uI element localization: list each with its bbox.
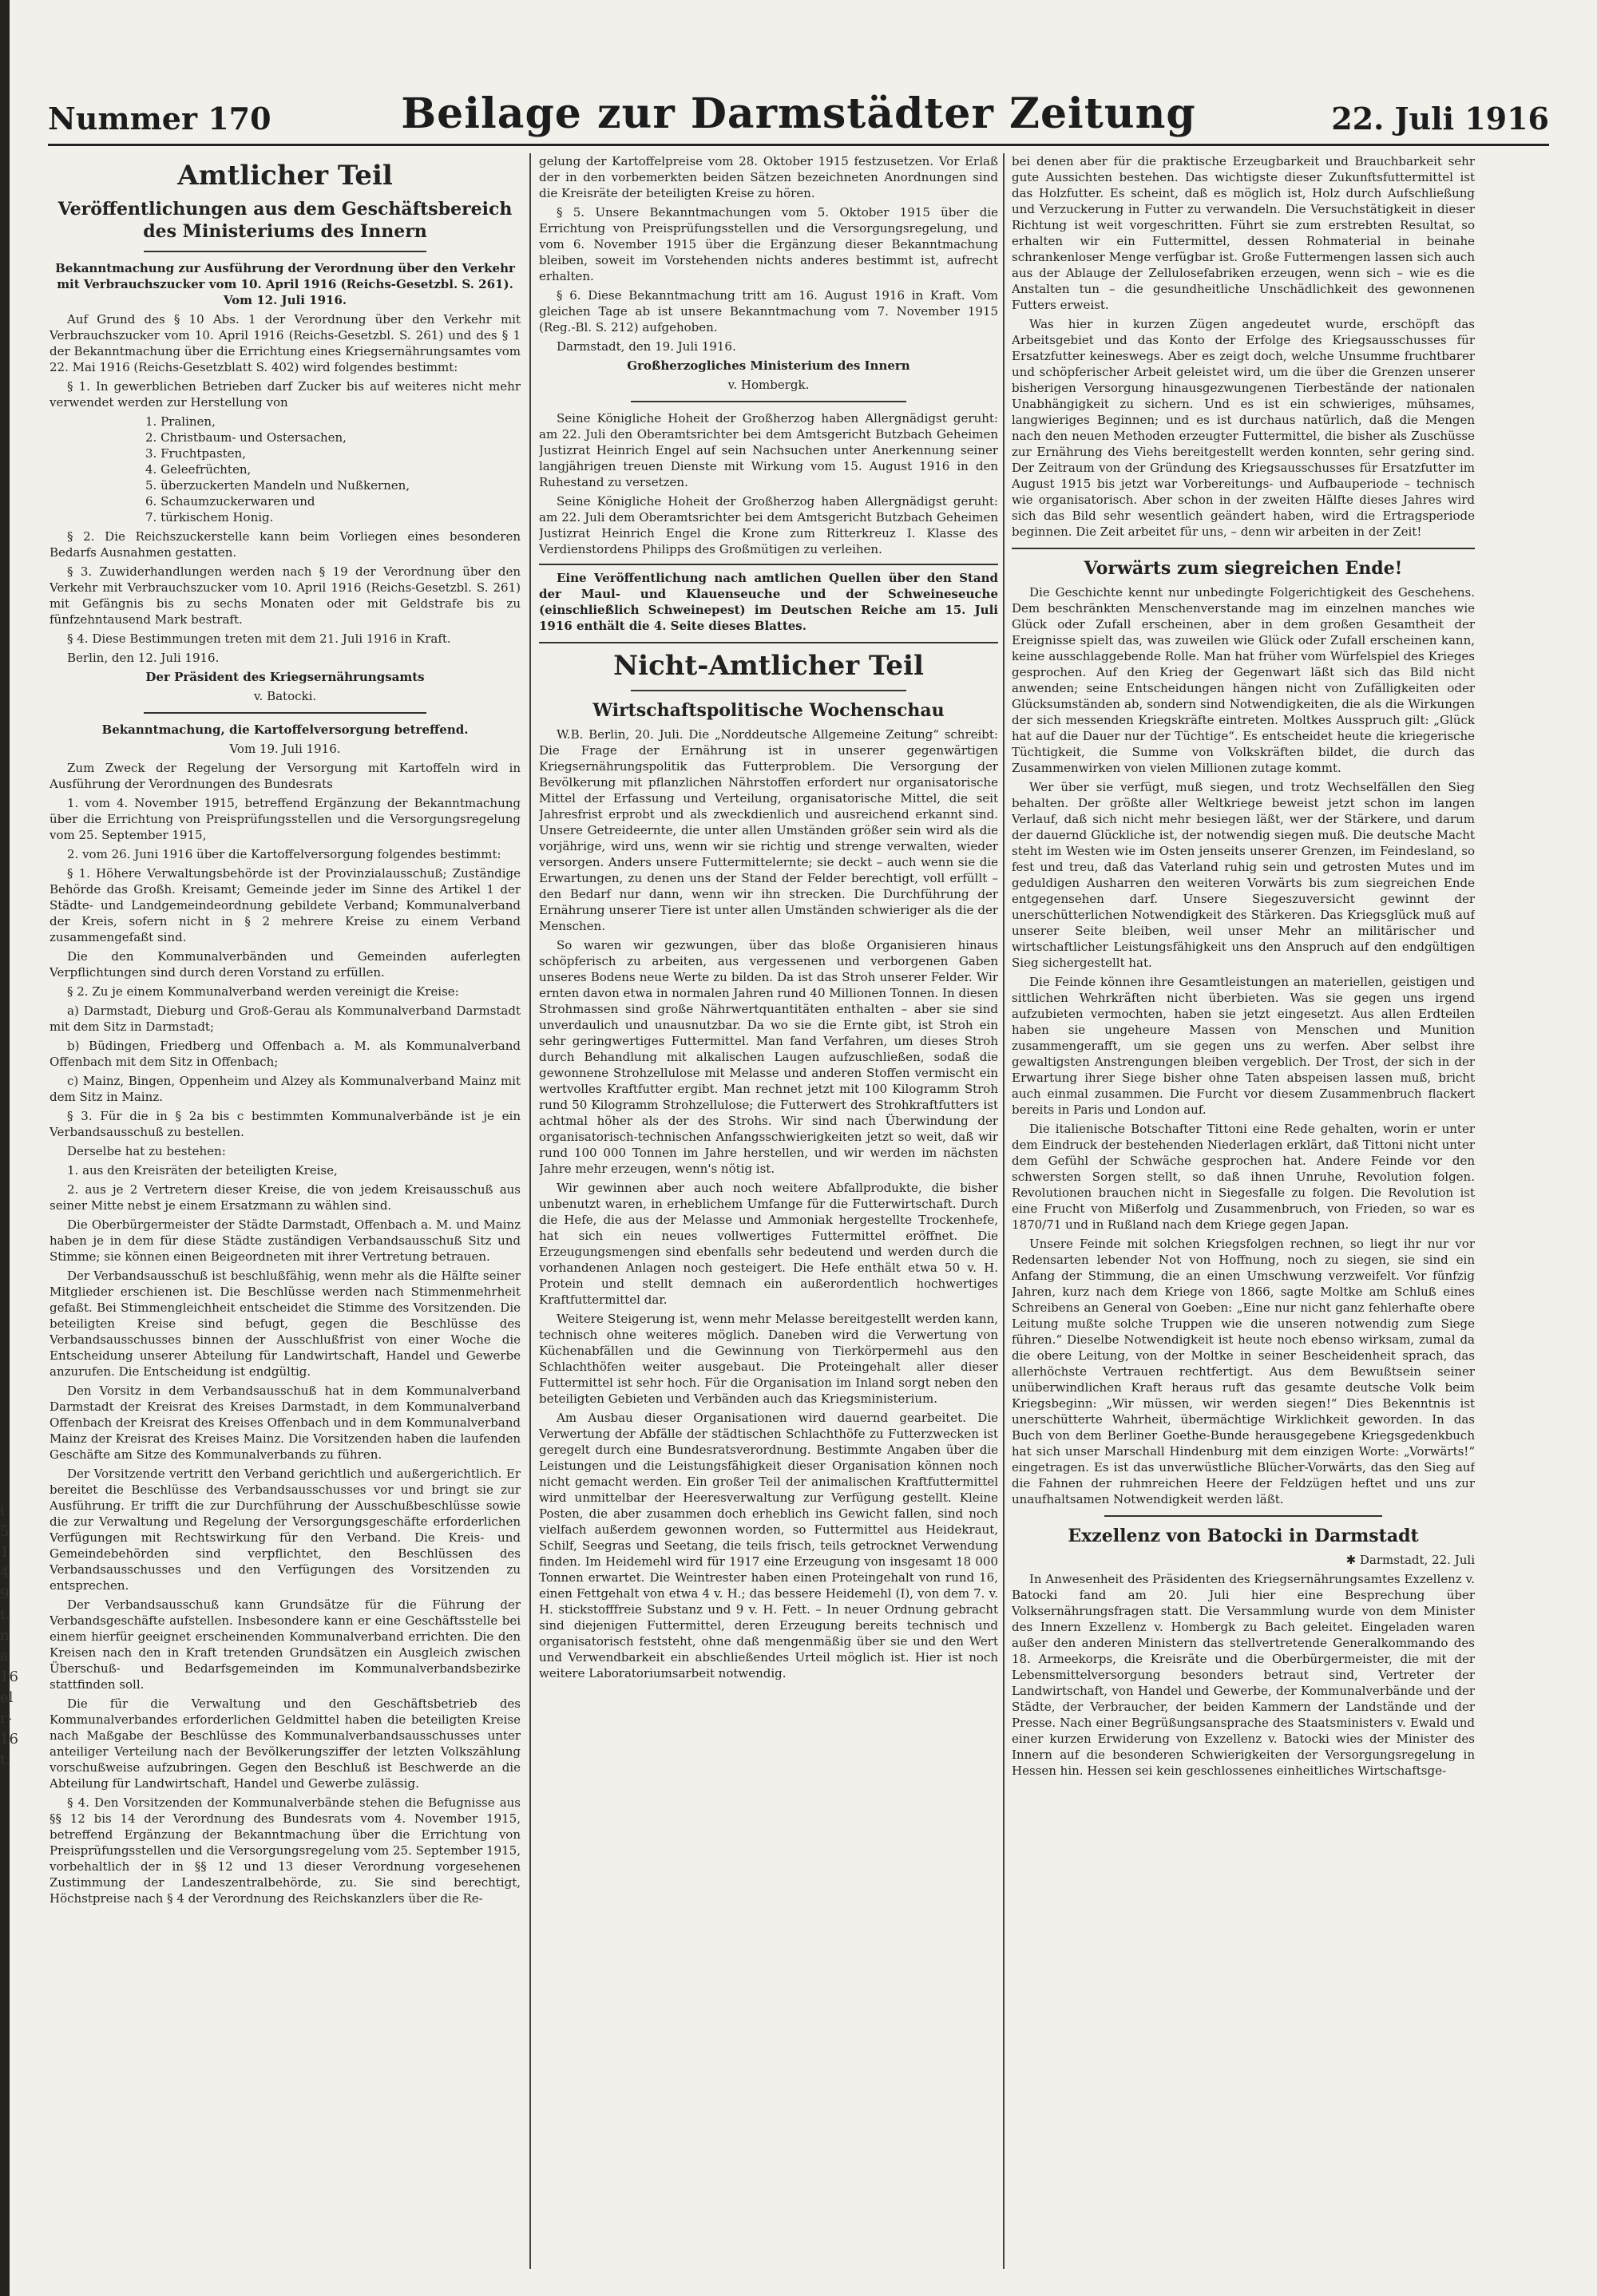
signature-name: v. Hombergk. (727, 378, 810, 392)
paragraph: Die den Kommunalverbänden und Gemeinden auferlegten Verpflichtungen sind durch deren Vorstand zu erfüllen. (50, 949, 521, 980)
column-1 (50, 153, 521, 2269)
paragraph: Die Feinde können ihre Gesamtleistungen an materiellen, geistigen und sittlichen Wehrkräften nicht überbieten. Was sie gegen uns irgend aufzubieten vermochten, haben sie jetzt eingesetzt. Aus allen Erdteilen haben sie ungeheure Massen von Menschen und Munition zusammengerafft, um sie gegen uns zu werfen. Aber selbst ihre gewaltigsten Anstrengungen bleiben vergeblich. Der Trost, der sich in der Erwartung ihrer Siege bisher ohne Taten abspeisen lassen muß, bricht auch einmal zusammen. Die Furcht vor diesem Zusammenbruch flackert bereits in Paris und London auf. (1012, 975, 1475, 1117)
paragraph: § 4. Diese Bestimmungen treten mit dem 21. Juli 1916 in Kraft. (67, 631, 451, 646)
signature-name: v. Batocki. (253, 689, 317, 703)
paragraph: Die Oberbürgermeister der Städte Darmstadt, Offenbach a. M. und Mainz haben je in dem für diese Städte zuständigen Verbandsausschuß Sitz und Stimme; sie können einen Beigeordneten mit ihrer Vertretung betrauen. (50, 1217, 521, 1264)
paragraph: § 6. Diese Bekanntmachung tritt am 16. August 1916 in Kraft. Vom gleichen Tage ab ist unsere Bekanntmachung vom 7. November 1915 (Reg.-Bl. S. 212) aufgehoben. (539, 288, 998, 335)
paragraph: gelung der Kartoffelpreise vom 28. Oktober 1915 festzusetzen. Vor Erlaß der in den vorbemerkten beiden Sätzen bezeichneten Anordnungen sind die Kreisräte der beteiligten Kreise zu hören. (539, 154, 998, 200)
section-heading-amtlich: Amtlicher Teil (177, 160, 393, 192)
issue-date: 22. Juli 1916 (1331, 101, 1549, 137)
dateline: ✱ Darmstadt, 22. Juli (1345, 1553, 1475, 1567)
paragraph: 2. aus je 2 Vertretern dieser Kreise, die von jedem Kreisausschuß aus seiner Mitte nebst je einem Ersatzmann zu wählen sind. (50, 1182, 521, 1213)
paragraph: Der Verbandsausschuß kann Grundsätze für die Führung der Verbandsgeschäfte aufstellen. Insbesondere kann er eine Geschäftsstelle bei einem hierfür geeignet erscheinenden Kommunalverband errichten. Die den Kreisen nach den in Kraft tretenden Grundsätzen ein Ausgleich zwischen Überschuß- und Bedarfsgemeinden im Kommunalverbandsbezirke stattfinden soll. (50, 1597, 521, 1692)
page-edge (0, 0, 10, 2296)
paragraph: bei denen aber für die praktische Erzeugbarkeit und Brauchbarkeit sehr gute Aussichten bestehen. Das wichtigste dieser Zukunftsfuttermittel ist das Holzfutter. Es scheint, daß es möglich ist, Holz durch Aufschließung und Verzuckerung in Futter zu verwandeln. Die Versuchstätigkeit in dieser Richtung ist weit vorgeschritten. Führt sie zum erstrebten Resultat, so erhalten wir ein Futtermittel, dessen Rohmaterial in beinahe schrankenloser Menge verfügbar ist. Große Futtermengen lassen sich auch aus der Ablauge der Zellulosefabriken erzeugen, wenn sich – wie es die Anstalten tun – die gesundheitliche Unschädlichkeit des gewonnenen Futters erweist. (1012, 154, 1475, 312)
list-item: 6. Schaumzuckerwaren und (145, 494, 315, 509)
paragraph: Die für die Verwaltung und den Geschäftsbetrieb des Kommunalverbandes erforderlichen Geldmittel haben die beteiligten Kreise nach Maßgabe der Beschlüsse des Kommunalverbandsausschusses unter anteiliger Verteilung nach der Bevölkerungsziffer der letzten Volkszählung vorschußweise aufzubringen. Gegen den Beschluß ist Beschwerde an die Abteilung für Landwirtschaft, Handel und Gewerbe zulässig. (50, 1696, 521, 1791)
divider (631, 401, 906, 402)
paragraph: Am Ausbau dieser Organisationen wird dauernd gearbeitet. Die Verwertung der Abfälle der städtischen Schlachthöfe zu Futterzwecken ist geregelt durch eine Bundesratsverordnung. Bestimmte Angaben über die Leistungen und die Leistungsfähigkeit dieser Organisation können noch nicht gemacht werden. Ein großer Teil der animalischen Kraftfuttermittel wird unmittelbar der Heeresverwaltung zur Verfügung gestellt. Kleine Posten, die aber zusammen doch erheblich ins Gewicht fallen, sind noch vielfach außerdem gewonnen worden, so Futtermittel aus Heidekraut, Schilf, Seegras und Seetang, die teils frisch, teils getrocknet Verwendung finden. Im Heidemehl wird für 1917 eine Erzeugung von insgesamt 18 000 Tonnen erwartet. Die Weintrester haben einen Proteingehalt von rund 16, einen Fettgehalt von etwa 4 v. H.; das bessere Heidemehl (I), von dem 7. v. H. stickstofffreie Substanz und 9 v. H. Fett. – In neuer Ordnung gebracht sind diejenigen Futtermittel, deren Erzeugung bereits technisch und organisatorisch feststeht, ohne daß mengenmäßig über sie und den Wert und Verwendbarkeit ein abschließendes Urteil möglich ist. Hier ist noch weitere Laboratoriumsarbeit notwendig. (539, 1411, 998, 1680)
paragraph: § 1. Höhere Verwaltungsbehörde ist der Provinzialausschuß; Zuständige Behörde das Großh. Kreisamt; Gemeinde jeder im Sinne des Artikel 1 der Städte- und Landgemeindeordnung gebildete Verband; Kommunalverband der Kreis, sofern nicht in § 2 mehrere Kreise zu einem Verband zusammengefaßt sind. (50, 866, 521, 944)
paragraph: § 2. Die Reichszuckerstelle kann beim Vorliegen eines besonderen Bedarfs Ausnahmen gestatten. (50, 529, 521, 560)
list-item: 5. überzuckerten Mandeln und Nußkernen, (145, 478, 410, 493)
list-item: 1. Pralinen, (145, 414, 216, 429)
paragraph: § 2. Zu je einem Kommunalverband werden vereinigt die Kreise: (67, 984, 459, 999)
column-2 (539, 153, 998, 2269)
list-item: 7. türkischem Honig. (145, 510, 274, 525)
paragraph: § 3. Zuwiderhandlungen werden nach § 19 der Verordnung über den Verkehr mit Verbrauchszucker vom 10. April 1916 (Reichs-Gesetzbl. S. 261) mit Gefängnis bis zu sechs Monaten oder mit Geldstrafe bis zu fünfzehntausend Mark bestraft. (50, 564, 521, 627)
column-divider (529, 153, 531, 2269)
paragraph: So waren wir gezwungen, über das bloße Organisieren hinaus schöpferisch zu arbeiten, aus vergessenen und verborgenen Gaben unseres Bodens neue Werte zu bilden. Da ist das Stroh unserer Felder. Wir ernten davon etwa in normalen Jahren rund 40 Millionen Tonnen. In diesen Strohmassen sind große Nährwertquantitäten enthalten – aber sie sind unverdaulich und unausnutzbar. Da wo sie die Ernte gibt, ist Stroh ein sehr geringwertiges Futtermittel. Man fand Verfahren, um dieses Stroh durch Behandlung mit alkalischen Laugen aufzuschließen, sodaß die gewonnene Strohzellulose mit Melasse und anderen Stoffen vermischt ein wertvolles Kraftfutter ergibt. Man rechnet jetzt mit 100 Kilogramm Stroh rund 50 Kilogramm Strohzellulose; die Futterwert des Strohkraftfutters ist achtmal höher als der des Strohs. Wir sind nach Überwindung der organisatorisch-technischen Anfangsschwierigkeiten jetzt so weit, daß wir rund 100 000 Tonnen im Jahre herstellen, und wir werden im nächsten Jahre mehr erzeugen, wenn's nötig ist. (539, 938, 998, 1176)
paragraph: 1. aus den Kreisräten der beteiligten Kreise, (67, 1163, 338, 1178)
list-item: 3. Fruchtpasten, (145, 446, 246, 461)
paragraph: Derselbe hat zu bestehen: (67, 1144, 226, 1158)
paragraph: Die Geschichte kennt nur unbedingte Folgerichtigkeit des Geschehens. Dem beschränkten Menschenverstande mag im einzelnen manches wie Glück oder Zufall erscheinen, aber in dem großen Gesamtheit der Ereignisse spielt das, was zuweilen wie Glück oder Zufall erscheinen kann, keine ausschlaggebende Rolle. Man hat früher vom Würfelspiel des Krieges gesprochen. Auf den Krieg der Gegenwart läßt sich das Bild nicht anwenden; seine Entscheidungen hängen nicht von Zufälligkeiten oder Glücksumständen ab, sondern sind Notwendigkeiten, die als die Wirkungen der sich messenden Kriegskräfte eintreten. Moltkes Ausspruch gilt: „Glück hat auf die Dauer nur der Tüchtige“. Es entscheidet heute die kriegerische Tüchtigkeit, die Summe von Volkskräften bildet, die durch das Zusammenwirken von vielen Millionen zutage kommt. (1012, 585, 1475, 775)
paragraph: a) Darmstadt, Dieburg und Groß-Gerau als Kommunalverband Darmstadt mit dem Sitz in Darmstadt; (50, 1004, 521, 1034)
divider (1104, 1515, 1382, 1517)
divider (631, 690, 906, 691)
paragraph: W.B. Berlin, 20. Juli. Die „Norddeutsche Allgemeine Zeitung“ schreibt: Die Frage der Ernährung ist in unserer gegenwärtigen Kriegsernährungspolitik das Futterproblem. Die Versorgung der Bevölkerung mit pflanzlichen Nährstoffen erfordert nur organisatorische Mittel der Erfassung und Verteilung, organisatorische Mittel, die seit Jahresfrist erprobt und als zweckdienlich und ausreichend erkannt sind. Unsere Getreideernte, die unter allen Umständen größer sein wird als die vorjährige, wird uns, wenn wir sie richtig und strenge verwalten, wieder versorgen. Anders unsere Futtermittelernte; sie deckt – auch wenn sie die Erwartungen, zu denen uns der Stand der Felder berechtigt, voll erfüllt – den Bedarf nur dann, wenn wir ihn strecken. Die Durchführung der Ernährung unserer Tiere ist unter allen Umständen schwieriger als die der Menschen. (539, 727, 998, 933)
list-item: 2. Christbaum- und Ostersachen, (145, 430, 347, 445)
paragraph: Die italienische Botschafter Tittoni eine Rede gehalten, worin er unter dem Eindruck der bestehenden Niederlagen erklärt, daß Tittoni nicht unter dem Gefühl der Schwäche gesprochen hat. Andere Feinde vor den schwersten Sorgen stellt, so daß ihnen Unruhe, Revolution folgen. Revolutionen brauchen nicht in Siegesfalle zu folgen. Die Revolution ist eine Frucht von Mißerfolg und Zusammenbruch, von Frieden, so war es 1870/71 und in Rußland nach dem Kriege gegen Japan. (1012, 1122, 1475, 1232)
notice-date: Vom 19. Juli 1916. (229, 742, 341, 756)
column-3 (1012, 153, 1475, 2269)
article-heading: Wirtschaftspolitische Wochenschau (592, 700, 945, 721)
place-date: Darmstadt, den 19. Juli 1916. (557, 339, 736, 354)
article-heading: Vorwärts zum siegreichen Ende! (1084, 558, 1403, 579)
paragraph: Der Vorsitzende vertritt den Verband gerichtlich und außergerichtlich. Er bereitet die Beschlüsse des Verbandsausschusses vor und bringt sie zur Ausführung. Er trifft die zur Durchführung der Ausschußbeschlüsse sowie die zur Verwaltung und Regelung der Versorgungsgeschäfte erforderlichen Verfügungen mit Rechtswirkung für den Verband. Die Kreis- und Gemeindebehörden sind verpflichtet, den Beschlüssen des Verbandsausschusses und den Verfügungen des Vorsitzenden zu entsprechen. (50, 1467, 521, 1593)
paragraph: In Anwesenheit des Präsidenten des Kriegsernährungsamtes Exzellenz v. Batocki fand am 20. Juli hier eine Besprechung über Volksernährungsfragen statt. Die Versammlung wurde von dem Minister des Innern Exzellenz v. Hombergk zu Bach geleitet. Eingeladen waren außer den anderen Ministern das stellvertretende Generalkommando des 18. Armeekorps, die Kreisräte und die Oberbürgermeister, die mit der Lebensmittelversorgung besonders betraut sind, Vertreter der Landwirtschaft, von Handel und Gewerbe, der Kommunalverbände und der Städte, der Verbraucher, der beiden Kammern der Landstände und der Presse. Nach einer Begrüßungsansprache des Staatsministers v. Ewald und einer kurzen Erwiderung von Exzellenz v. Batocki wies der Minister des Innern auf die besonderen Schwierigkeiten der Versorgungsregelung in Hessen hin. Hessen sei kein geschlossenes einheitliches Wirtschaftsge- (1012, 1572, 1475, 1778)
notice-box (539, 564, 998, 643)
page-header (48, 89, 1549, 145)
paragraph: § 5. Unsere Bekanntmachungen vom 5. Oktober 1915 über die Errichtung von Preisprüfungsstellen und die Versorgungsregelung, und vom 6. November 1915 über die Ergänzung dieser Bekanntmachung bleiben, soweit im Vorstehenden nichts anderes bestimmt ist, aufrecht erhalten. (539, 205, 998, 283)
notice-text: Eine Veröffentlichung nach amtlichen Quellen über den Stand der Maul- und Klauenseuche und der Schweineseuche (einschließlich Schweinepest) im Deutschen Reiche am 15. Juli 1916 enthält die 4. Seite dieses Blattes. (539, 571, 998, 633)
paragraph: Der Verbandsausschuß ist beschlußfähig, wenn mehr als die Hälfte seiner Mitglieder erschienen ist. Die Beschlüsse werden nach Stimmenmehrheit gefaßt. Bei Stimmengleichheit entscheidet die Stimme des Vorsitzenden. Die beteiligten Kreise sind befugt, gegen die Beschlüsse des Verbandsausschusses binnen der Ausschlußfrist von einer Woche die Entscheidung unserer Abteilung für Landwirtschaft, Handel und Gewerbe anzurufen. Die Entscheidung ist endgültig. (50, 1269, 521, 1379)
paragraph: Seine Königliche Hoheit der Großherzog haben Allergnädigst geruht: am 22. Juli den Oberamtsrichter bei dem Amtsgericht Butzbach Geheimen Justizrat Heinrich Engel auf sein Nachsuchen unter Anerkennung seiner langjährigen treuen Dienste mit Wirkung vom 15. August 1916 in den Ruhestand zu versetzen. (539, 411, 998, 489)
paragraph: § 4. Den Vorsitzenden der Kommunalverbände stehen die Befugnisse aus §§ 12 bis 14 der Verordnung des Bundesrats vom 4. November 1915, betreffend Ergänzung der Bekanntmachung über die Errichtung von Preisprüfungsstellen und die Versorgungsregelung vom 25. September 1915, vorbehaltlich der in §§ 12 und 13 dieser Verordnung vorgesehenen Zustimmung der Landeszentralbehörde, zu. Sie sind berechtigt, Höchstpreise nach § 4 der Verordnung des Reichskanzlers über die Re- (50, 1795, 521, 1906)
section-heading-nichtamtlich: Nicht-Amtlicher Teil (613, 650, 924, 682)
paragraph: Weitere Steigerung ist, wenn mehr Melasse bereitgestellt werden kann, technisch ohne weiteres möglich. Daneben wird die Verwertung von Küchenabfällen und die Gewinnung von Tierkörpermehl aus den Schlachthöfen weiter ausgebaut. Die Proteingehalt aller dieser Futtermittel ist sehr hoch. Für die Organisation im Inland sorgt neben den beteiligten Gebieten und Verbänden auch das Kriegsministerium. (539, 1312, 998, 1406)
divider (144, 251, 426, 252)
newspaper-title: Beilage zur Darmstädter Zeitung (401, 89, 1196, 138)
product-list (50, 414, 521, 525)
paragraph: 2. vom 26. Juni 1916 über die Kartoffelversorgung folgendes bestimmt: (67, 847, 501, 861)
section-subheading: Veröffentlichungen aus dem Geschäftsbereich des Ministeriums des Innern (57, 199, 513, 242)
column-divider (1003, 153, 1005, 2269)
paragraph: 1. vom 4. November 1915, betreffend Ergänzung der Bekanntmachung über die Errichtung von Preisprüfungsstellen und die Versorgungsregelung vom 25. September 1915, (50, 796, 521, 842)
issue-number: Nummer 170 (48, 101, 271, 137)
paragraph: Was hier in kurzen Zügen angedeutet wurde, erschöpft das Arbeitsgebiet und das Konto der Erfolge des Kriegsausschusses für Ersatzfutter keineswegs. Aber es zeigt doch, welche Unsumme fruchtbarer und schöpferischer Arbeit geleistet wird, um die über die Grenzen unserer bisherigen Versorgung hinausgezwungenen Tierbestände der nationalen Unabhängigkeit zu sichern. Und es ist ein schwieriges, mühsames, langwieriges Beginnen; und es ist durchaus natürlich, daß die Mengen nach den neuen Methoden erzeugter Futtermittel, die bisher als Zuschüsse zur Ernährung des Viehs bereitgestellt werden konnten, sehr gering sind. Der Zeitraum von der Gründung des Kriegsausschusses für Ersatzfutter im August 1915 bis jetzt war Vorbereitungs- und Aufbauperiode – technisch wie organisatorisch. Aber schon in der zweiten Hälfte dieses Jahres wird sich das Bild sehr wesentlich geändert haben, wird die Ertragsperiode beginnen. Die Zeit arbeitet für uns, – denn wir arbeiten in der Zeit! (1012, 317, 1475, 539)
header-rule (48, 144, 1549, 146)
paragraph: b) Büdingen, Friedberg und Offenbach a. M. als Kommunalverband Offenbach mit dem Sitz in Offenbach; (50, 1039, 521, 1069)
notice-title: Bekanntmachung zur Ausführung der Verordnung über den Verkehr mit Verbrauchszucker vom 10. April 1916 (Reichs-Gesetzbl. S. 261). Vom 12. Juli 1916. (55, 261, 515, 307)
paragraph: Wer über sie verfügt, muß siegen, und trotz Wechselfällen den Sieg behalten. Der größte aller Weltkriege beweist jetzt schon im langen Verlauf, daß sich nicht mehr besiegen läßt, wer der Stärkere, und darum der dauernd Glückliche ist, der notwendig siegen muß. Die deutsche Macht steht im Westen wie im Osten jenseits unserer Grenzen, im Feindesland, so fest und treu, daß das Vaterland ruhig sein und getrosten Mutes und im geduldigen Ausharren den weiteren Vorwärts bis zum siegreichen Ende entgegensehen darf. Unsere Siegeszuversicht gewinnt der unerschütterlichen Notwendigkeit des Stärkeren. Das Kriegsglück muß auf unserer Seite bleiben, weil unser Mehr an militärischer und wirtschaftlicher Leistungsfähigkeit uns den Anspruch auf den endgültigen Sieg sichergestellt hat. (1012, 780, 1475, 970)
divider (1012, 548, 1475, 549)
notice-title: Bekanntmachung, die Kartoffelversorgung betreffend. (101, 722, 469, 737)
paragraph: c) Mainz, Bingen, Oppenheim und Alzey als Kommunalverband Mainz mit dem Sitz in Mainz. (50, 1074, 521, 1104)
signature-title: Großherzogliches Ministerium des Innern (627, 358, 910, 373)
paragraph: § 1. In gewerblichen Betrieben darf Zucker bis auf weiteres nicht mehr verwendet werden zur Herstellung von (50, 379, 521, 410)
paragraph: Auf Grund des § 10 Abs. 1 der Verordnung über den Verkehr mit Verbrauchszucker vom 10. April 1916 (Reichs-Gesetzbl. S. 261) und des § 1 der Bekanntmachung über die Errichtung eines Kriegsernährungsamtes vom 22. Mai 1916 (Reichs-Gesetzblatt S. 402) wird folgendes bestimmt: (50, 312, 521, 374)
paragraph: Zum Zweck der Regelung der Versorgung mit Kartoffeln wird in Ausführung der Verordnungen des Bundesrats (50, 761, 521, 791)
list-item: 4. Geleefrüchten, (145, 462, 252, 477)
divider (144, 712, 426, 714)
signature-title: Der Präsident des Kriegsernährungsamts (145, 670, 425, 684)
paragraph: Wir gewinnen aber auch noch weitere Abfallprodukte, die bisher unbenutzt waren, in erheblichem Umfange für die Futterwirtschaft. Durch die Hefe, die aus der Melasse und Ammoniak hergestellte Trockenhefe, hat sich ein neues vollwertiges Futtermittel eröffnet. Die Erzeugungsmengen sind ebenfalls sehr bedeutend und werden durch die vorhandenen Anlagen noch gesteigert. Die Hefe enthält etwa 50 v. H. Protein und stellt demnach ein außerordentlich hochwertiges Kraftfuttermittel dar. (539, 1181, 998, 1307)
paragraph: Den Vorsitz in dem Verbandsausschuß hat in dem Kommunalverband Darmstadt der Kreisrat des Kreises Darmstadt, in dem Kommunalverband Offenbach der Kreisrat des Kreises Offenbach und in dem Kommunalverband Mainz der Kreisrat des Kreises Mainz. Die Vorsitzenden haben die laufenden Geschäfte am Sitze des Kommunalverbands zu führen. (50, 1384, 521, 1462)
article-heading: Exzellenz von Batocki in Darmstadt (1068, 1526, 1419, 1546)
paragraph: Seine Königliche Hoheit der Großherzog haben Allergnädigst geruht: am 22. Juli dem Oberamtsrichter bei dem Amtsgericht Butzbach Geheimen Justizrat Heinrich Engel die Krone zum Ritterkreuz I. Klasse des Verdienstordens Philipps des Großmütigen zu verleihen. (539, 494, 998, 556)
paragraph: § 3. Für die in § 2a bis c bestimmten Kommunalverbände ist je ein Verbandsausschuß zu bestellen. (50, 1109, 521, 1139)
place-date: Berlin, den 12. Juli 1916. (67, 651, 220, 665)
paragraph: Unsere Feinde mit solchen Kriegsfolgen rechnen, so liegt ihr nur vor Redensarten lebender Not von Hoffnung, noch zu siegen, sie sind ein Anfang der Stimmung, die an einen Umschwung verzweifelt. Vor fünfzig Jahren, kurz nach dem Kriege von 1866, sagte Moltke am Schluß eines Schreibens an General von Goeben: „Eine nur nicht ganz fehlerhafte obere Leitung mußte solche Truppen wie die unseren notwendig zum Siege führen.“ Dieselbe Notwendigkeit ist heute noch ebenso wirksam, zumal da die obere Leitung, von der Moltke in seiner Bescheidenheit sprach, das allerhöchste Vertrauen rechtfertigt. Aus dem Bewußtsein seiner unüberwindlichen Kraft heraus ruft das gesamte deutsche Volk beim Kriegsbeginn: „Wir müssen, wir werden siegen!“ Dies Bekenntnis ist unerschütterte Wahrheit, übermächtige Wirklichkeit geworden. In das Buch von dem Berliner Goethe-Bunde herausgegebene Kriegsgedenkbuch hat sich unser Marschall Hindenburg mit dem einzigen Worte: „Vorwärts!“ eingetragen. Es ist das unverwüstliche Blücher-Vorwärts, das den Sieg auf die Fahnen der ruhmreichen Heere der Feldzügen heftet und uns zur unaufhaltsamen Notwendigkeit werden läßt. (1012, 1237, 1475, 1506)
edge-marks: i 5 1 4 9 t. n a 16 el r- 16 t. (0, 1502, 18, 1768)
